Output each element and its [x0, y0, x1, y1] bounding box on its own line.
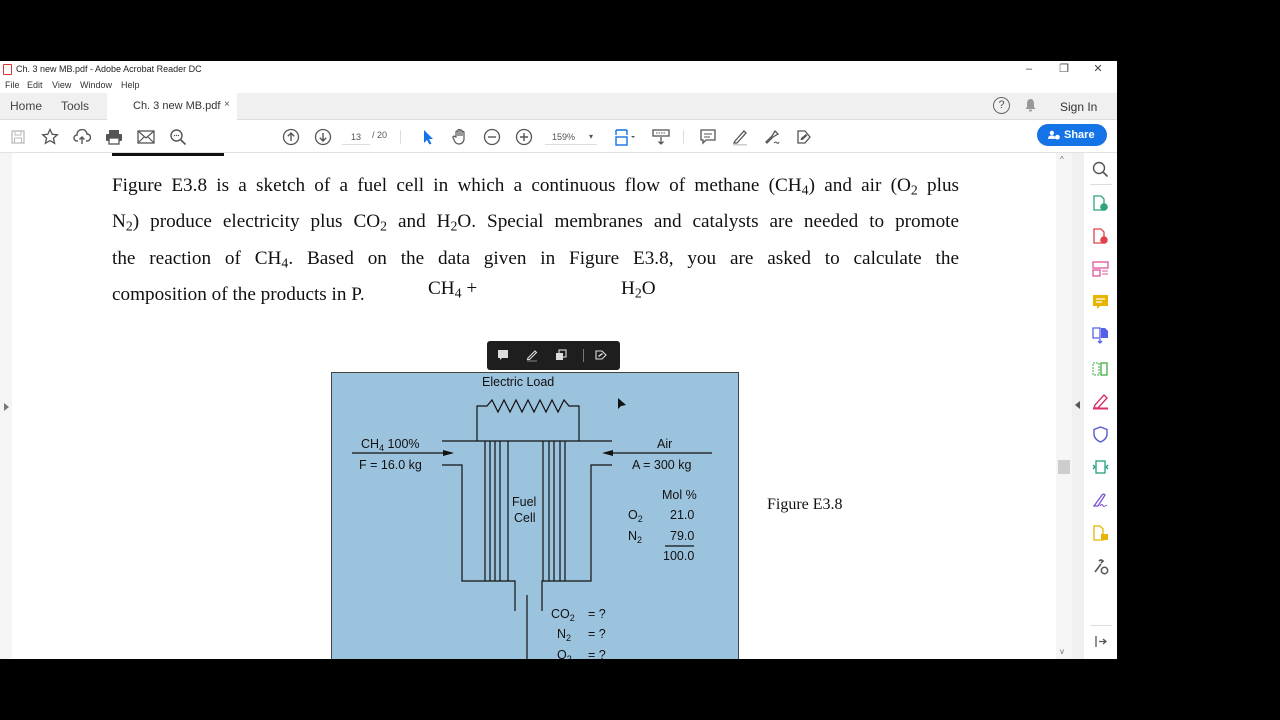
page-number-input[interactable]: 13 [342, 129, 370, 145]
compress-pdf-icon[interactable] [1092, 459, 1109, 476]
underline-rule [112, 153, 224, 156]
close-window-button[interactable]: ✕ [1093, 63, 1103, 75]
left-panel-toggle[interactable] [0, 153, 12, 659]
air-n2-value: 79.0 [670, 529, 695, 543]
product-co2-value: = ? [588, 607, 606, 621]
sign-in-link[interactable]: Sign In [1060, 100, 1098, 114]
search-zoom-icon[interactable] [168, 127, 188, 147]
menu-file[interactable]: File [5, 80, 20, 90]
right-tools-panel [1084, 153, 1117, 659]
scroll-down-icon[interactable]: v [1060, 647, 1064, 656]
add-user-icon [1048, 130, 1060, 140]
share-label: Share [1064, 129, 1095, 141]
email-icon[interactable] [136, 127, 156, 147]
panel-separator [1090, 184, 1112, 185]
bookmark-star-icon[interactable] [40, 127, 60, 147]
right-panel-toggle[interactable] [1072, 153, 1084, 659]
fuel-cell-label-2: Cell [514, 511, 536, 525]
tab-home[interactable]: Home [10, 99, 43, 113]
scrollbar-thumb[interactable] [1058, 460, 1070, 474]
product-n2: $N_2$ [557, 627, 572, 643]
acrobat-window [0, 61, 1117, 706]
menu-edit[interactable]: Edit [27, 80, 43, 90]
air-n2-species: $N_2$ [628, 529, 643, 545]
zoom-out-icon[interactable] [482, 127, 502, 147]
request-signature-icon[interactable] [1092, 492, 1109, 509]
combine-files-icon[interactable] [1092, 327, 1109, 344]
tab-bar [0, 93, 1117, 120]
tab-document-label: Ch. 3 new MB.pdf [133, 100, 221, 112]
sign-icon[interactable] [762, 127, 782, 147]
chevron-down-icon: ▾ [588, 132, 593, 141]
title-bar [0, 61, 1117, 78]
page-up-icon[interactable] [281, 127, 301, 147]
restore-button[interactable]: ❐ [1059, 63, 1069, 75]
air-flow-label: A = 300 kg [632, 458, 692, 472]
menu-bar [0, 78, 1117, 93]
menu-view[interactable]: View [52, 80, 72, 90]
fill-sign-icon[interactable] [1092, 393, 1109, 410]
panel-separator [1090, 625, 1112, 626]
air-o2-species: $O_2$ [628, 508, 643, 524]
fuel-cell-figure: Electric Load $CH_4$ 100% F = 16.0 kg Air A = 300 kg Fuel Cell Mol % $O_2$ 21.0 $N_2$ 79.0 100.0 $CO_2$ = ? $N_2$ = ? $O_2$ = ? $H_2O$ = ? P = ? (kg mol) [331, 372, 739, 659]
share-button[interactable] [1037, 124, 1107, 146]
vertical-scrollbar[interactable] [1056, 153, 1072, 659]
zoom-in-icon[interactable] [514, 127, 534, 147]
expand-left-panel-icon [4, 403, 9, 411]
tab-document[interactable] [107, 93, 237, 120]
protect-icon[interactable] [1092, 426, 1109, 443]
tab-tools[interactable]: Tools [61, 99, 90, 113]
quick-action-toolbar [487, 341, 620, 370]
comment-icon[interactable] [496, 348, 510, 362]
help-icon[interactable]: ? [993, 97, 1010, 114]
reaction-equation-left: $CH_4$ + [428, 278, 478, 301]
collapse-panel-icon[interactable] [1092, 633, 1109, 650]
toolbar-separator [583, 349, 584, 362]
menu-window[interactable]: Window [80, 80, 113, 90]
more-tools-icon[interactable] [1092, 558, 1109, 575]
window-title: Ch. 3 new MB.pdf - Adobe Acrobat Reader DC [16, 64, 202, 74]
collapse-arrow-icon [1075, 401, 1080, 409]
document-page [12, 153, 1056, 706]
paragraph-line-2: $N_2$) produce electricity plus $CO_2$ and $H_2O$. Special membranes and catalysts are needed to promote [112, 211, 960, 234]
send-comments-icon[interactable] [1092, 525, 1109, 542]
fuel-cell-label-1: Fuel [512, 495, 537, 509]
zoom-level-dropdown[interactable] [545, 129, 597, 145]
highlight-pen-icon[interactable] [525, 348, 539, 362]
mol-percent-header: Mol % [662, 488, 697, 502]
air-label: Air [657, 437, 673, 451]
electric-load-label: Electric Load [482, 375, 555, 389]
comment-icon[interactable] [698, 127, 718, 147]
product-o2: $O_2$ [557, 648, 572, 664]
fit-page-icon[interactable] [613, 127, 639, 147]
air-total-value: 100.0 [663, 549, 695, 563]
reaction-equation-right: $H_2O$ [621, 278, 656, 301]
edit-pdf-icon[interactable] [1092, 261, 1109, 278]
print-icon[interactable] [104, 127, 124, 147]
feed-flow-label: F = 16.0 kg [359, 458, 422, 472]
close-tab-icon[interactable]: × [224, 99, 230, 110]
share-edit-icon[interactable] [794, 127, 814, 147]
select-cursor-icon[interactable] [418, 127, 438, 147]
export-pdf-icon[interactable] [1092, 195, 1109, 212]
paragraph-line-1: Figure E3.8 is a sketch of a fuel cell in which a continuous flow of methane $(CH_4)$ and air ($O_2$ plus [112, 175, 960, 198]
save-icon[interactable] [8, 127, 28, 147]
product-co2: $CO_2$ [551, 607, 575, 623]
toolbar-separator [683, 130, 684, 144]
highlight-pen-icon[interactable] [730, 127, 750, 147]
scroll-up-icon[interactable]: ^ [1060, 155, 1064, 164]
mouse-cursor-icon [617, 397, 627, 411]
air-o2-value: 21.0 [670, 508, 695, 522]
product-o2-value: = ? [588, 648, 606, 662]
pdf-file-icon [3, 64, 12, 75]
minimize-button[interactable]: – [1025, 63, 1033, 75]
zoom-level-value: 159% [552, 132, 576, 142]
notification-bell-icon[interactable] [1024, 98, 1037, 112]
feed-label: $CH_4$ 100% [361, 437, 420, 453]
paragraph-line-4: composition of the products in P. [112, 283, 365, 305]
hand-tool-icon[interactable] [450, 127, 470, 147]
figure-caption: Figure E3.8 [767, 496, 843, 513]
search-zoom-icon[interactable] [1092, 161, 1109, 178]
copy-icon[interactable] [554, 348, 568, 362]
toolbar-separator [400, 130, 401, 144]
create-pdf-icon[interactable] [1092, 228, 1109, 245]
comment-icon[interactable] [1092, 294, 1109, 311]
menu-help[interactable]: Help [121, 80, 140, 90]
toolbar [0, 121, 1117, 153]
product-n2-value: = ? [588, 627, 606, 641]
problem-paragraph [112, 168, 959, 313]
paragraph-line-3: the reaction of $CH_4$. Based on the data given in Figure E3.8, you are asked to calculate the [112, 247, 959, 271]
page-total: / 20 [372, 130, 388, 140]
upload-cloud-icon[interactable] [72, 127, 92, 147]
share-edit-icon[interactable] [594, 348, 608, 362]
organize-pages-icon[interactable] [1092, 360, 1109, 377]
scroll-mode-icon[interactable] [651, 127, 671, 147]
page-down-icon[interactable] [313, 127, 333, 147]
